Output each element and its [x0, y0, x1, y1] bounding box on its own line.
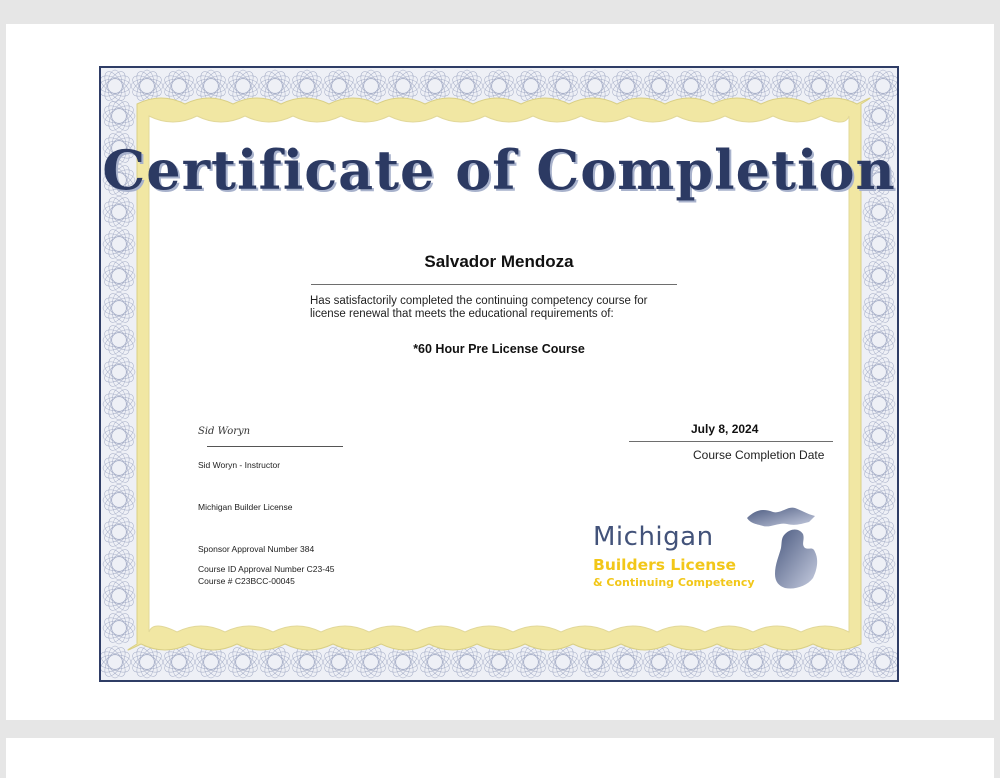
date-line: [629, 441, 833, 442]
instructor-label: Sid Woryn - Instructor: [198, 460, 281, 470]
completion-date-label: Course Completion Date: [693, 448, 825, 462]
course-id-approval-number: Course ID Approval Number C23-45: [198, 564, 335, 574]
statement-line-2: license renewal that meets the educational requirements of:: [310, 308, 614, 320]
course-name: *60 Hour Pre License Course: [413, 342, 585, 356]
logo-tagline-1: Builders License: [593, 556, 737, 574]
recipient-name: Salvador Mendoza: [424, 252, 574, 271]
next-document-page: [6, 738, 994, 778]
name-underline: [311, 284, 677, 285]
instructor-signature: Sid Woryn: [198, 426, 251, 437]
course-number: Course # C23BCC-00045: [198, 576, 295, 586]
license-type: Michigan Builder License: [198, 502, 293, 512]
logo-tagline-2: & Continuing Competency: [593, 576, 755, 589]
michigan-state-map-icon: [745, 504, 827, 594]
signature-line: [207, 446, 343, 447]
logo-word: Michigan: [593, 522, 714, 552]
certificate-title: Certificate of Completion: [102, 138, 896, 202]
completion-date: July 8, 2024: [691, 422, 759, 436]
statement-line-1: Has satisfactorily completed the continuing competency course for: [310, 295, 648, 307]
sponsor-approval-number: Sponsor Approval Number 384: [198, 544, 315, 554]
certificate: [99, 66, 899, 682]
completion-statement: [310, 295, 710, 321]
